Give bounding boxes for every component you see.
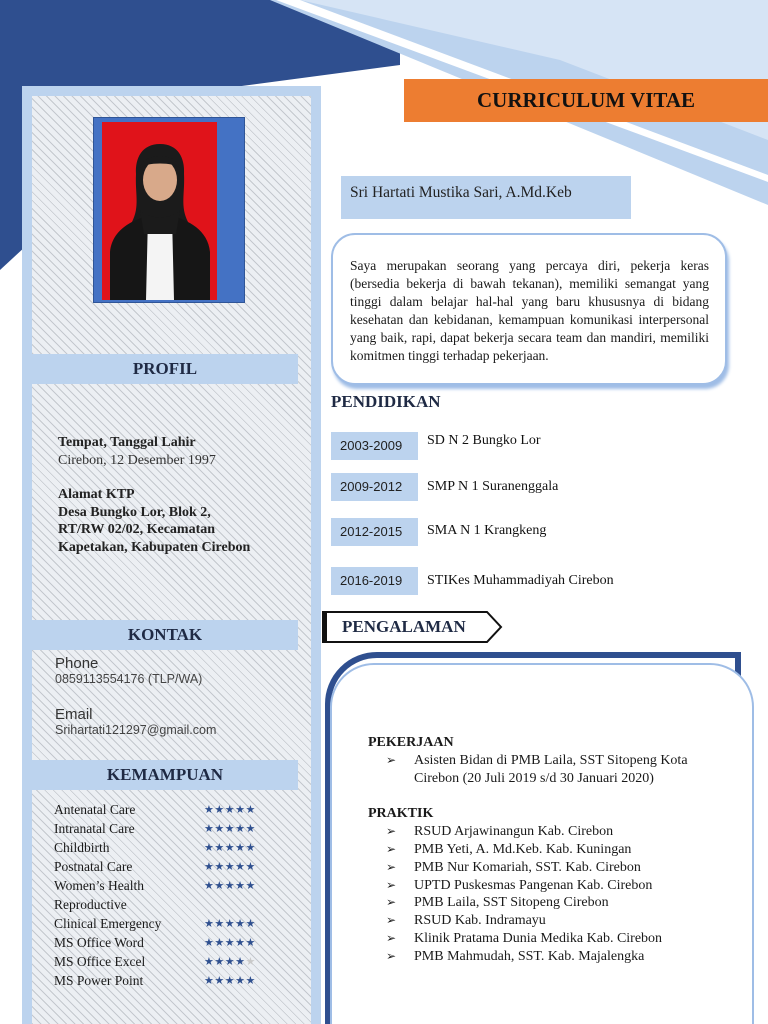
star-icon: ★	[204, 917, 215, 930]
star-icon: ★	[214, 936, 225, 949]
star-rating	[204, 933, 256, 952]
education-years: 2012-2015	[331, 518, 418, 546]
star-icon: ★	[245, 822, 256, 835]
skill-row	[54, 952, 274, 971]
star-icon: ★	[235, 841, 246, 854]
star-icon: ★	[204, 803, 215, 816]
skill-name: Women’s Health	[54, 878, 145, 893]
star-icon: ★	[245, 879, 256, 892]
profile-photo-frame	[93, 117, 245, 303]
star-icon: ★	[245, 917, 256, 930]
phone-block	[55, 655, 295, 686]
skill-row	[54, 895, 274, 914]
skill-name: Clinical Emergency	[54, 916, 162, 931]
phone-label: Phone	[55, 655, 99, 672]
skill-row	[54, 914, 274, 933]
star-icon: ★	[245, 936, 256, 949]
email-block	[55, 706, 295, 737]
email-value[interactable]: Srihartati121297@gmail.com	[55, 723, 217, 737]
skill-name: Intranatal Care	[54, 821, 135, 836]
address-line: Kapetakan, Kabupaten Cirebon	[58, 539, 251, 555]
star-icon: ★	[224, 803, 236, 816]
star-icon: ★	[224, 936, 236, 949]
education-school: STIKes Muhammadiyah Cirebon	[427, 573, 614, 588]
practice-heading: PRAKTIK	[368, 806, 434, 822]
education-school: SD N 2 Bungko Lor	[427, 433, 541, 448]
star-icon: ★	[245, 803, 256, 816]
skill-name: Postnatal Care	[54, 859, 133, 874]
person-silhouette-icon	[102, 122, 217, 300]
star-icon: ★	[224, 822, 236, 835]
list-item	[368, 877, 718, 895]
star-icon: ★	[214, 974, 225, 987]
list-item	[368, 894, 718, 912]
birth-label: Tempat, Tanggal Lahir	[58, 435, 196, 450]
star-icon: ★	[224, 917, 236, 930]
star-icon: ★	[245, 860, 256, 873]
full-name: Sri Hartati Mustika Sari, A.Md.Keb	[341, 176, 631, 219]
star-icon: ★	[235, 822, 246, 835]
star-icon: ★	[214, 860, 225, 873]
education-years: 2003-2009	[331, 432, 418, 460]
star-icon: ★	[235, 860, 246, 873]
practice-item-text: PMB Laila, SST Sitopeng Cirebon	[414, 895, 609, 911]
list-item	[368, 823, 718, 841]
profile-heading: PROFIL	[32, 354, 298, 384]
practice-item-text: RSUD Kab. Indramayu	[414, 913, 546, 929]
list-item	[368, 948, 718, 966]
arrow-bullet-icon: ➢	[386, 930, 397, 945]
star-icon: ★	[204, 860, 215, 873]
contact-heading: KONTAK	[32, 620, 298, 650]
star-icon: ★	[245, 841, 256, 854]
star-icon: ★	[235, 879, 246, 892]
phone-value[interactable]: 0859113554176 (TLP/WA)	[55, 672, 203, 686]
list-item	[368, 859, 718, 877]
star-icon: ★	[214, 822, 225, 835]
list-item	[368, 752, 718, 788]
address-line: RT/RW 02/02, Kecamatan	[58, 522, 216, 537]
education-years: 2009-2012	[331, 473, 418, 501]
star-icon: ★	[235, 974, 246, 987]
star-icon: ★	[204, 841, 215, 854]
experience-heading: PENGALAMAN	[342, 617, 466, 636]
star-rating	[204, 800, 256, 819]
summary-box	[331, 233, 727, 385]
skill-row	[54, 933, 274, 952]
star-icon: ★	[214, 955, 225, 968]
education-school: SMA N 1 Krangkeng	[427, 523, 547, 538]
star-icon: ★	[235, 955, 246, 968]
work-list	[368, 752, 718, 788]
skill-name: MS Office Excel	[54, 954, 146, 969]
skill-row	[54, 857, 274, 876]
education-heading: PENDIDIKAN	[331, 392, 441, 411]
practice-item-text: PMB Mahmudah, SST. Kab. Majalengka	[414, 948, 645, 964]
page-title: CURRICULUM VITAE	[404, 79, 768, 122]
star-icon: ★	[204, 936, 215, 949]
skill-row	[54, 800, 274, 819]
skill-name: MS Office Word	[54, 935, 144, 950]
skill-name: Reproductive	[54, 897, 127, 912]
practice-item-text: PMB Yeti, A. Md.Keb. Kab. Kuningan	[414, 841, 632, 857]
star-rating	[204, 876, 256, 895]
email-label: Email	[55, 706, 93, 723]
star-icon: ★	[214, 917, 225, 930]
experience-content	[368, 734, 718, 966]
star-icon: ★	[204, 974, 215, 987]
arrow-bullet-icon: ➢	[386, 948, 397, 963]
birth-value: Cirebon, 12 Desember 1997	[58, 452, 216, 468]
star-icon: ★	[214, 879, 225, 892]
profile-photo	[102, 122, 217, 300]
star-rating	[204, 914, 256, 933]
skill-name: MS Power Point	[54, 973, 144, 988]
list-item	[368, 912, 718, 930]
profile-details	[58, 434, 298, 556]
arrow-bullet-icon: ➢	[386, 824, 397, 839]
star-icon: ★	[224, 860, 236, 873]
practice-item-text: RSUD Arjawinangun Kab. Cirebon	[414, 824, 614, 840]
practice-list	[368, 823, 718, 965]
list-item	[368, 841, 718, 859]
star-icon: ★	[235, 936, 246, 949]
summary-text: Saya merupakan seorang yang percaya diri, pekerja keras (bersedia bekerja di bawah tekanan), memiliki semangat yang tinggi dalam belajar hal-hal yang baru khususnya di bidang kesehatan dan kebidanan, kemampuan komunikasi interpersonal yang baik, rapi, dapat bekerja secara team dan mandiri, memiliki komitmen tinggi terhadap pekerjaan.	[350, 258, 709, 363]
arrow-bullet-icon: ➢	[386, 895, 397, 910]
star-icon: ★	[204, 955, 215, 968]
practice-item-text: Klinik Pratama Dunia Medika Kab. Cirebon	[414, 930, 663, 946]
list-item	[368, 930, 718, 948]
star-rating	[204, 971, 256, 990]
star-icon: ★	[214, 803, 225, 816]
work-heading: PEKERJAAN	[368, 735, 454, 750]
education-school: SMP N 1 Suranenggala	[427, 479, 559, 494]
address-line: Desa Bungko Lor, Blok 2,	[58, 504, 211, 520]
skill-row	[54, 838, 274, 857]
star-icon: ★	[224, 879, 236, 892]
star-icon: ★	[235, 803, 246, 816]
star-icon: ★	[245, 955, 256, 968]
skills-heading: KEMAMPUAN	[32, 760, 298, 790]
star-rating	[204, 857, 256, 876]
star-icon: ★	[245, 974, 256, 987]
star-icon: ★	[214, 841, 225, 854]
practice-item-text: UPTD Puskesmas Pangenan Kab. Cirebon	[414, 877, 653, 893]
star-rating	[204, 838, 256, 857]
skill-row	[54, 971, 274, 990]
address-label: Alamat KTP	[58, 487, 135, 502]
practice-item-text: PMB Nur Komariah, SST. Kab. Cirebon	[414, 859, 641, 875]
arrow-bullet-icon: ➢	[386, 877, 397, 892]
star-icon: ★	[224, 955, 236, 968]
star-icon: ★	[224, 841, 236, 854]
arrow-bullet-icon: ➢	[386, 913, 397, 928]
skill-row	[54, 876, 274, 895]
star-rating	[204, 819, 256, 838]
skill-name: Childbirth	[54, 840, 110, 855]
skills-list	[54, 800, 274, 990]
star-icon: ★	[204, 879, 215, 892]
work-item-text: Asisten Bidan di PMB Laila, SST Sitopeng Kota Cirebon (20 Juli 2019 s/d 30 Januari 2020)	[414, 752, 688, 786]
skill-row	[54, 819, 274, 838]
skill-name: Antenatal Care	[54, 802, 136, 817]
arrow-bullet-icon: ➢	[386, 841, 397, 856]
star-icon: ★	[235, 917, 246, 930]
arrow-bullet-icon: ➢	[386, 859, 397, 874]
star-rating	[204, 952, 256, 971]
arrow-bullet-icon: ➢	[386, 752, 397, 767]
star-icon: ★	[204, 822, 215, 835]
education-years: 2016-2019	[331, 567, 418, 595]
star-icon: ★	[224, 974, 236, 987]
